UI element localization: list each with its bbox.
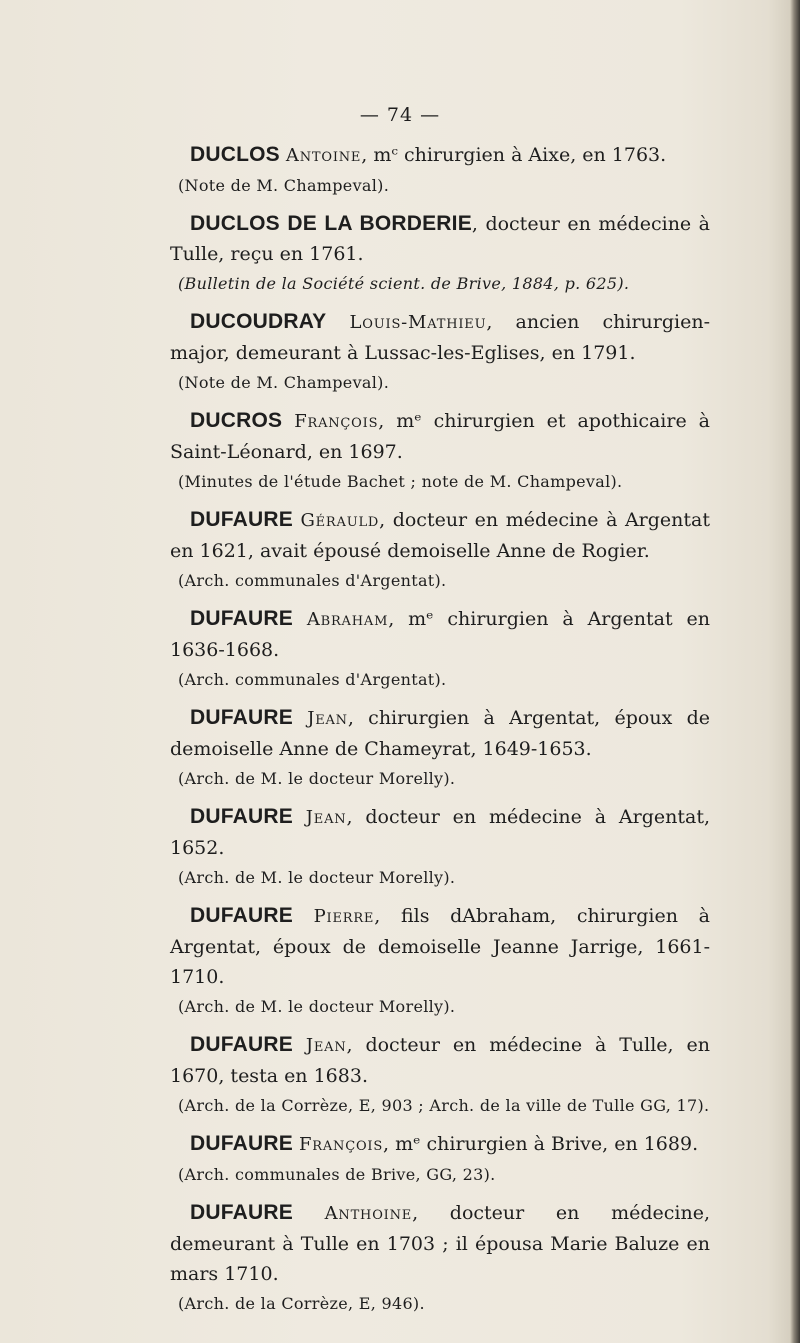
entry-source: (Note de M. Champeval). (178, 176, 390, 195)
entry (170, 1198, 710, 1319)
entry (170, 901, 710, 1022)
entry (170, 1129, 710, 1190)
entry (170, 209, 710, 299)
entry-text: , mᵉ chirurgien à Brive, en 1689. (383, 1133, 699, 1155)
entry-source: (Arch. de la Corrèze, E, 903 ; Arch. de la ville de Tulle GG, 17). (178, 1096, 710, 1115)
entry-source: (Bulletin de la Société scient. de Brive, 1884, p. 625). (178, 274, 630, 293)
entry (170, 406, 710, 497)
entry-source: (Arch. communales de Brive, GG, 23). (178, 1165, 496, 1184)
entry-name: DUFAURE (190, 904, 293, 927)
entry-source: (Note de M. Champeval). (178, 373, 390, 392)
entry-text: , mᶜ chirurgien à Aixe, en 1763. (361, 144, 667, 166)
entry-text: , mᵉ chirurgien à Argentat en 1636-1668. (170, 608, 710, 661)
entry-name: DUCROS (190, 409, 283, 432)
entry-source: (Minutes de l'étude Bachet ; note de M. Champeval). (178, 472, 623, 491)
entry-source: (Arch. de la Corrèze, E, 946). (178, 1294, 425, 1313)
entry-source: (Arch. de M. le docteur Morelly). (178, 769, 456, 788)
entry-text: , docteur en médecine, demeurant à Tulle en 1703 ; il épousa Marie Baluze en mars 1710. (170, 1202, 710, 1285)
entry-given-name: Jean (307, 708, 348, 729)
entry-given-name: François (294, 411, 379, 432)
entry-text: , docteur en médecine à Argentat en 1621, avait épousé demoiselle Anne de Rogier. (170, 509, 710, 562)
entry-given-name: Gérauld (300, 510, 380, 531)
entry (170, 604, 710, 695)
entry-given-name: Louis-Mathieu (349, 312, 487, 333)
entry-name: DUCOUDRAY (190, 310, 327, 333)
entry-source: (Arch. communales d'Argentat). (178, 670, 447, 689)
entry-text: , ancien chirurgien-major, demeurant à Lussac-les-Eglises, en 1791. (170, 311, 710, 364)
entry (170, 307, 710, 398)
entry-name: DUFAURE (190, 805, 293, 828)
entry-given-name: Anthoine (324, 1203, 413, 1224)
entry (170, 505, 710, 596)
entry-name: DUFAURE (190, 706, 293, 729)
entry-given-name: Jean (305, 1035, 347, 1056)
entry-name: DUFAURE (190, 607, 293, 630)
entry-text: , docteur en médecine à Tulle, reçu en 1761. (170, 213, 710, 265)
entry-name: DUCLOS DE LA BORDERIE (190, 212, 472, 235)
entry (170, 1030, 710, 1121)
entry-given-name: François (298, 1134, 384, 1155)
entry-given-name: Pierre (313, 906, 375, 927)
entry-given-name: Jean (305, 807, 347, 828)
entries-list (170, 140, 710, 1327)
entry (170, 140, 710, 201)
entry-name: DUFAURE (190, 1132, 293, 1155)
page-edge (790, 0, 800, 1343)
entry-source: (Arch. de M. le docteur Morelly). (178, 997, 456, 1016)
entry-name: DUFAURE (190, 508, 293, 531)
entry-text: , chirurgien à Argentat, époux de demoiselle Anne de Chameyrat, 1649-1653. (170, 707, 710, 760)
entry-given-name: Abraham (306, 609, 389, 630)
entry-name: DUFAURE (190, 1201, 293, 1224)
entry-name: DUCLOS (190, 143, 280, 166)
entry-text: , docteur en médecine à Argentat, 1652. (170, 806, 710, 859)
entry-source: (Arch. de M. le docteur Morelly). (178, 868, 456, 887)
entry-text: , fils dAbraham, chirurgien à Argentat, époux de demoiselle Jeanne Jarrige, 1661-1710. (170, 905, 710, 988)
entry-text: , docteur en médecine à Tulle, en 1670, testa en 1683. (170, 1034, 710, 1087)
page-number: — 74 — (359, 104, 441, 126)
entry-name: DUFAURE (190, 1033, 293, 1056)
entry (170, 703, 710, 794)
entry-source: (Arch. communales d'Argentat). (178, 571, 447, 590)
entry-text: , mᵉ chirurgien et apothicaire à Saint-Léonard, en 1697. (170, 410, 710, 463)
entry (170, 802, 710, 893)
entry-given-name: Antoine (285, 145, 362, 166)
